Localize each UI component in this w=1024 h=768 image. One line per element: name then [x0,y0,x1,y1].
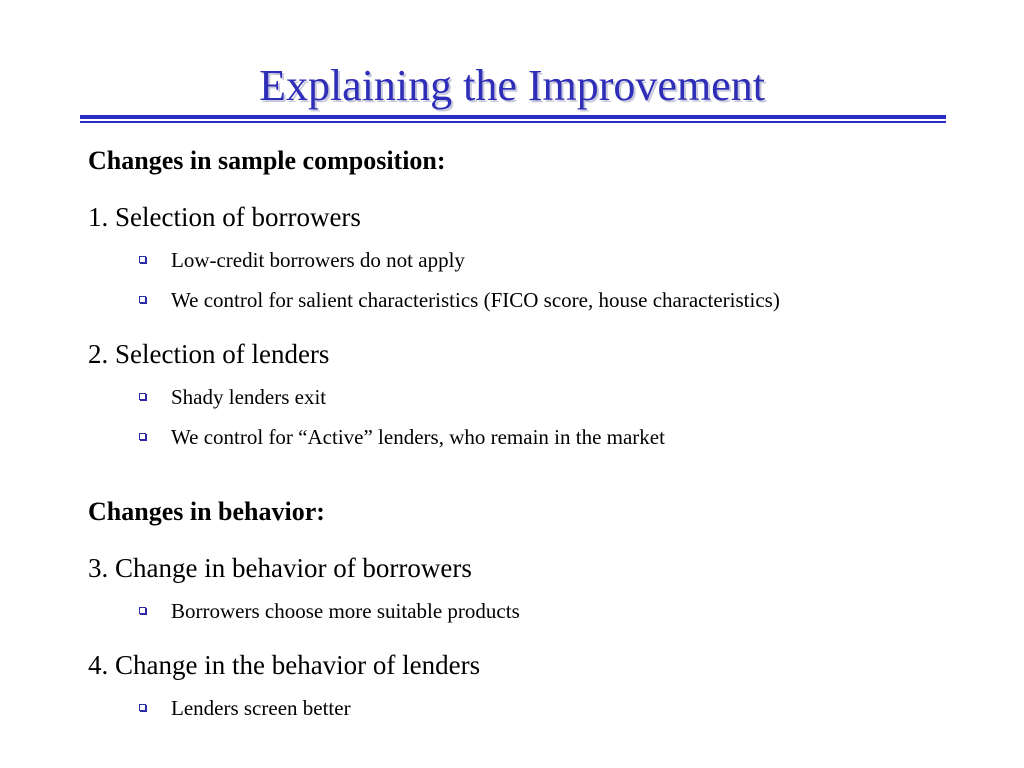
point-selection-of-lenders: 2. Selection of lenders [88,339,330,369]
section-heading-behavior: Changes in behavior: [88,497,325,526]
point-change-behavior-borrowers: 3. Change in behavior of borrowers [88,553,472,583]
point-selection-of-borrowers: 1. Selection of borrowers [88,202,361,232]
sub-item-text: Lenders screen better [171,696,351,720]
square-bullet-icon [139,256,146,263]
square-bullet-icon [139,393,146,400]
sub-item-text: We control for salient characteristics (FICO score, house characteristics) [171,288,780,312]
section-heading-sample-composition: Changes in sample composition: [88,146,446,175]
point-change-behavior-lenders: 4. Change in the behavior of lenders [88,650,481,680]
slide-title: Explaining the Improvement [259,61,765,110]
square-bullet-icon [139,296,146,303]
square-bullet-icon [139,704,146,711]
sub-item-text: Borrowers choose more suitable products [171,599,520,623]
title-underline-thin [80,121,946,123]
square-bullet-icon [139,607,146,614]
title-underline-thick [80,115,946,119]
square-bullet-icon [139,433,146,440]
sub-item-text: Low-credit borrowers do not apply [171,248,465,272]
sub-item-text: We control for “Active” lenders, who remain in the market [171,425,665,449]
sub-item-text: Shady lenders exit [171,385,327,409]
